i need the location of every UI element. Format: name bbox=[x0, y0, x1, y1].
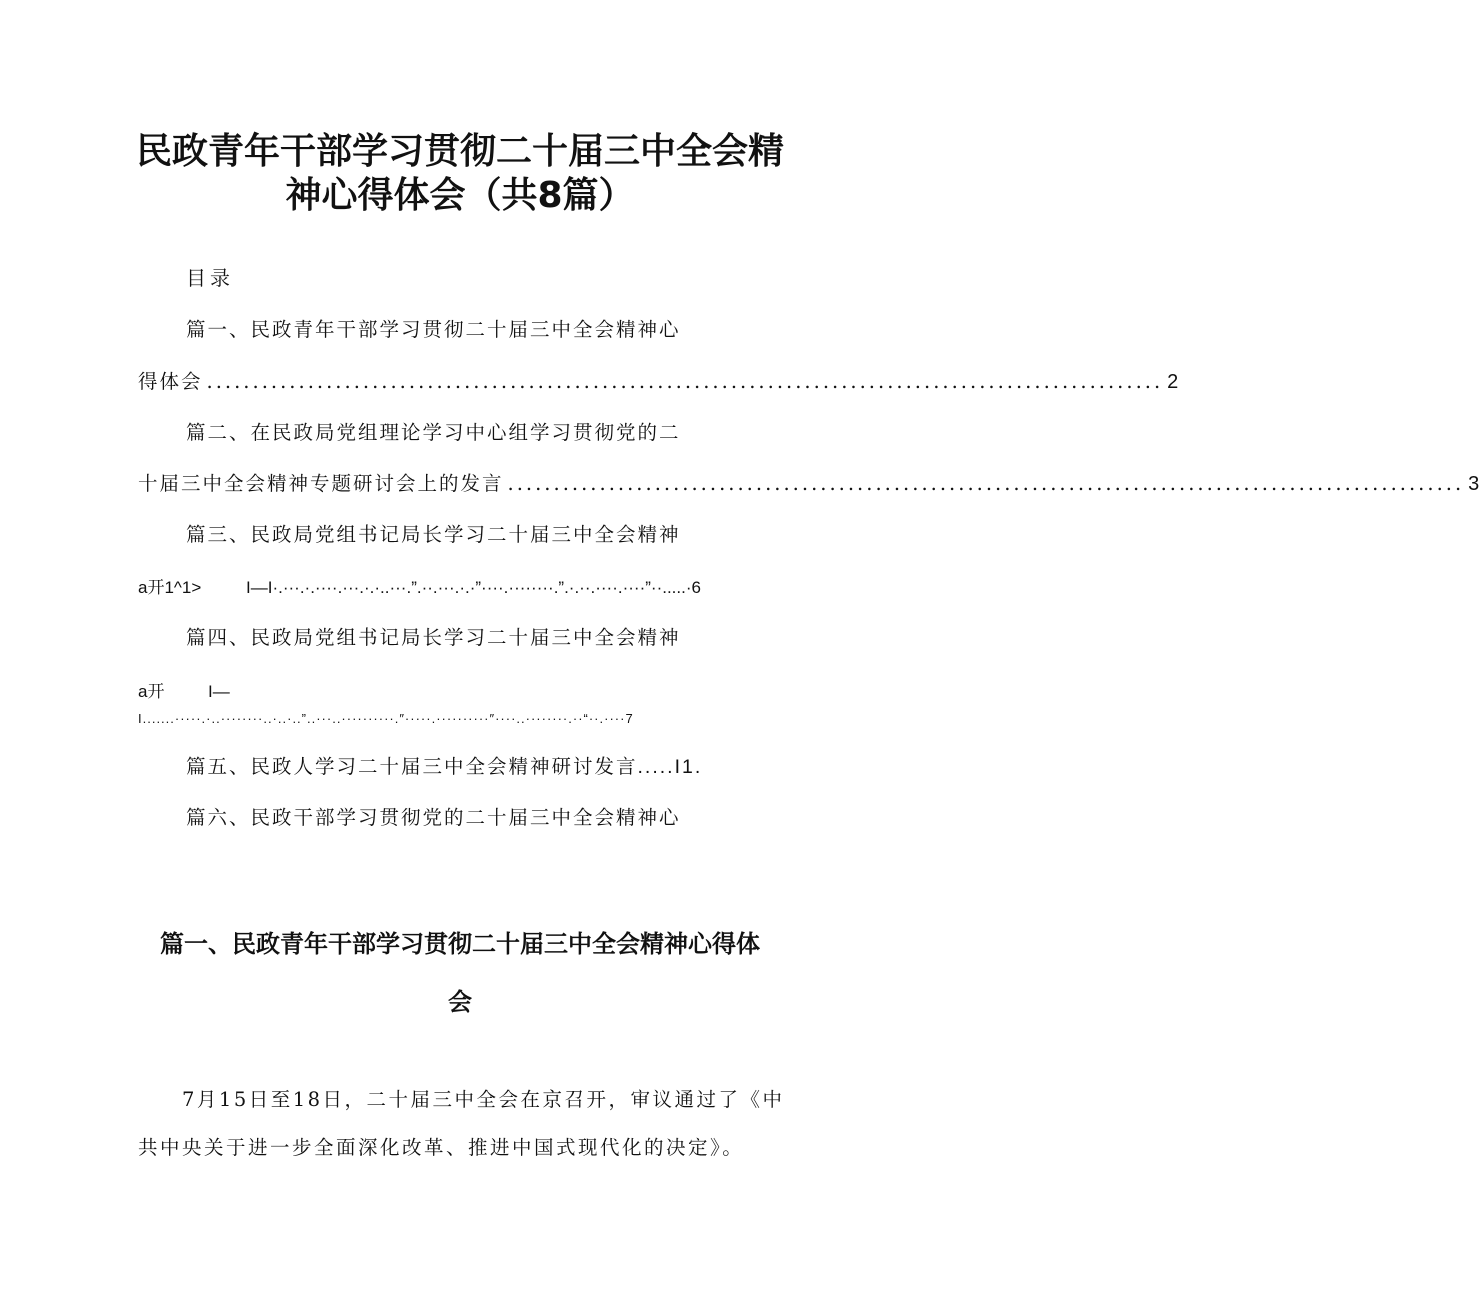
toc-entry-5-line-1[interactable] bbox=[186, 753, 702, 781]
toc-entry-4-garbled-leader: I.......·····.·..········..·..·..”..···..··········.″·····.··········″····..········.··“··.····7 bbox=[138, 711, 634, 726]
section-title-line-2: 会 bbox=[448, 988, 472, 1016]
toc-entry-2-page: 3 bbox=[1468, 473, 1479, 495]
body-paragraph-1-line-2: 共中央关于进一步全面深化改革、推进中国式现代化的决定》。 bbox=[138, 1136, 745, 1159]
toc-entry-5-suffix: .....I1. bbox=[637, 756, 703, 778]
toc-entry-4-prefix: a开 bbox=[138, 682, 165, 701]
toc-entry-1-line-2[interactable] bbox=[138, 368, 1179, 396]
document-title-line-2: 神心得体会（共8篇） bbox=[285, 175, 635, 216]
toc-entry-3-line-1[interactable]: 篇三、民政局党组书记局长学习二十届三中全会精神 bbox=[186, 523, 681, 546]
toc-entry-2-line-1[interactable]: 篇二、在民政局党组理论学习中心组学习贯彻党的二 bbox=[186, 421, 681, 444]
toc-entry-6-line-1[interactable]: 篇六、民政干部学习贯彻党的二十届三中全会精神心 bbox=[186, 806, 681, 829]
toc-entry-3-prefix: a开1^1> bbox=[138, 578, 202, 597]
toc-entry-3-garbled-leader: I—I·.···.·.····.···.·.·..···.”.··.···.·.·”····.········.”.·.··.····.····”··.....·6 bbox=[246, 578, 701, 597]
document-title-line-1: 民政青年干部学习贯彻二十届三中全会精 bbox=[135, 131, 784, 172]
toc-entry-1-leader: ........................................................................................................ bbox=[206, 370, 1164, 393]
toc-entry-5-text: 篇五、民政人学习二十届三中全会精神研讨发言 bbox=[186, 755, 638, 778]
toc-entry-4-line-1[interactable]: 篇四、民政局党组书记局长学习二十届三中全会精神 bbox=[186, 626, 681, 649]
toc-entry-1-text: 得体会 bbox=[138, 370, 203, 393]
toc-entry-1-line-1[interactable]: 篇一、民政青年干部学习贯彻二十届三中全会精神心 bbox=[186, 318, 681, 341]
toc-entry-1-page: 2 bbox=[1167, 371, 1179, 393]
section-title-line-1: 篇一、民政青年干部学习贯彻二十届三中全会精神心得体 bbox=[160, 930, 760, 958]
toc-entry-2-line-2[interactable] bbox=[138, 470, 1479, 498]
body-paragraph-1-line-1: 7月15日至18日，二十届三中全会在京召开，审议通过了《中 bbox=[182, 1088, 785, 1111]
toc-heading: 目录 bbox=[186, 266, 234, 290]
toc-entry-2-text: 十届三中全会精神专题研讨会上的发言 bbox=[138, 472, 504, 495]
toc-entry-4-mark: I— bbox=[208, 682, 230, 701]
toc-entry-2-leader: ........................................................................................................ bbox=[507, 472, 1465, 495]
